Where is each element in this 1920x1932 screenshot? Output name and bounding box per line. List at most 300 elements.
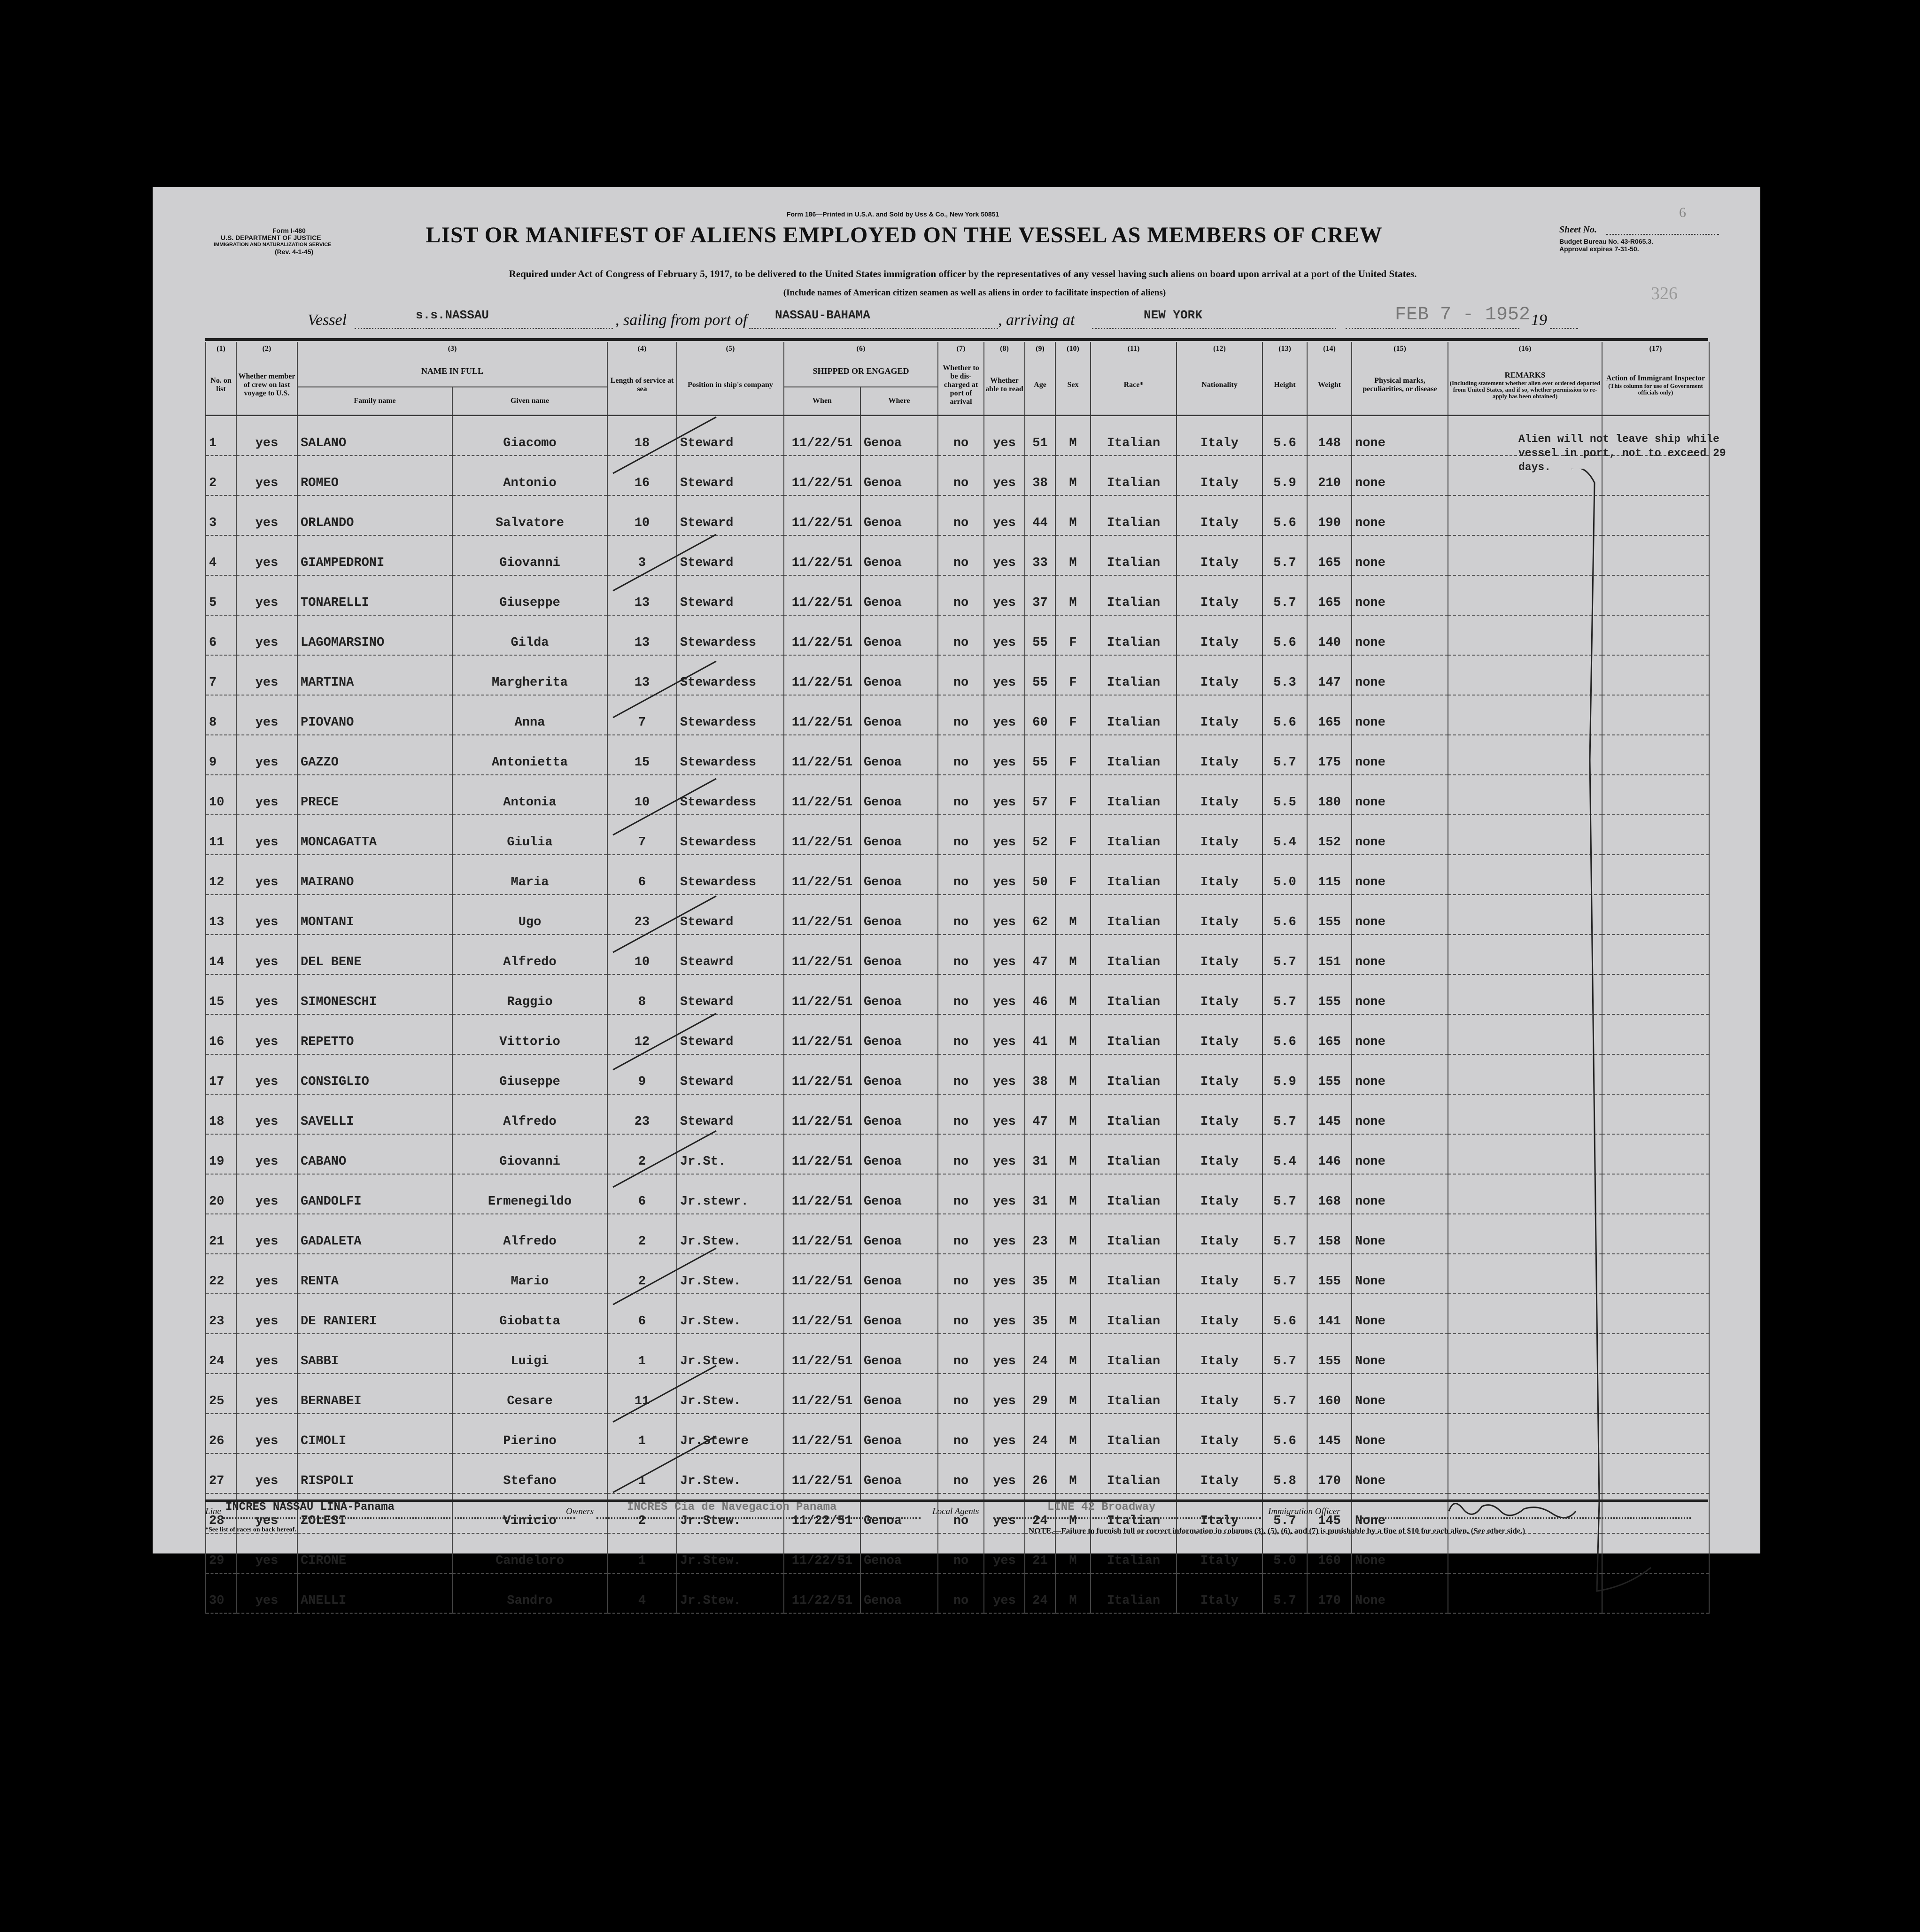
age-cell: 55: [1025, 615, 1055, 655]
physical-marks-cell: none: [1352, 1174, 1448, 1214]
stamp-number: 326: [1651, 284, 1678, 303]
position-cell: Stewardess: [677, 735, 784, 775]
family-name-cell: GIAMPEDRONI: [297, 535, 452, 575]
able-read-cell: yes: [984, 1254, 1025, 1294]
family-name-cell: BERNABEI: [297, 1374, 452, 1414]
weight-cell: 175: [1307, 735, 1352, 775]
position-cell: Steward: [677, 1054, 784, 1094]
family-name-cell: CABANO: [297, 1134, 452, 1174]
service-length-cell: 10: [607, 495, 677, 535]
sex-cell: M: [1055, 495, 1091, 535]
footer-owners-label: Owners: [566, 1507, 594, 1516]
position-cell: Jr.Stew.: [677, 1214, 784, 1254]
header-rule: [205, 338, 1708, 341]
shipped-port-cell: Genoa: [860, 1174, 938, 1214]
nationality-cell: Italy: [1177, 415, 1262, 456]
sex-cell: F: [1055, 815, 1091, 855]
height-cell: 5.0: [1262, 855, 1307, 895]
table-row: [206, 1014, 1709, 1054]
nationality-cell: Italy: [1177, 456, 1262, 495]
able-read-cell: yes: [984, 1014, 1025, 1054]
weight-cell: 115: [1307, 855, 1352, 895]
given-name-cell: Giobatta: [452, 1294, 607, 1334]
shipped-port-cell: Genoa: [860, 1453, 938, 1493]
nationality-cell: Italy: [1177, 1294, 1262, 1334]
nationality-cell: Italy: [1177, 1374, 1262, 1414]
family-name-cell: SABBI: [297, 1334, 452, 1374]
shipped-port-cell: Genoa: [860, 735, 938, 775]
discharged-cell: no: [938, 1533, 984, 1573]
age-cell: 46: [1025, 974, 1055, 1014]
row-number: 6: [206, 615, 236, 655]
service-length-cell: 8: [607, 974, 677, 1014]
service-length-cell: 7: [607, 695, 677, 735]
service-length-cell: 3: [607, 535, 677, 575]
shipped-date-cell: 11/22/51: [784, 775, 860, 815]
age-cell: 57: [1025, 775, 1055, 815]
given-name-cell: Giacomo: [452, 415, 607, 456]
race-cell: Italian: [1091, 935, 1177, 974]
shipped-port-cell: Genoa: [860, 1414, 938, 1453]
shipped-date-cell: 11/22/51: [784, 815, 860, 855]
age-cell: 60: [1025, 695, 1055, 735]
age-cell: 55: [1025, 735, 1055, 775]
col-number-8: (8): [984, 342, 1025, 356]
position-cell: Stewardess: [677, 775, 784, 815]
year-field-line: [1550, 328, 1578, 329]
weight-cell: 152: [1307, 815, 1352, 855]
race-cell: Italian: [1091, 1014, 1177, 1054]
sex-cell: F: [1055, 775, 1091, 815]
sex-cell: M: [1055, 535, 1091, 575]
race-cell: Italian: [1091, 1174, 1177, 1214]
table-row: [206, 974, 1709, 1014]
shipped-date-cell: 11/22/51: [784, 456, 860, 495]
race-cell: Italian: [1091, 735, 1177, 775]
shipped-date-cell: 11/22/51: [784, 1214, 860, 1254]
physical-marks-cell: None: [1352, 1573, 1448, 1613]
race-cell: Italian: [1091, 1214, 1177, 1254]
sex-cell: M: [1055, 575, 1091, 615]
header-able-read: Whether able to read: [984, 356, 1025, 415]
sex-cell: M: [1055, 1294, 1091, 1334]
col-number-4: (4): [607, 342, 677, 356]
service-length-cell: 13: [607, 575, 677, 615]
height-cell: 5.6: [1262, 415, 1307, 456]
race-cell: Italian: [1091, 974, 1177, 1014]
weight-cell: 170: [1307, 1573, 1352, 1613]
discharged-cell: no: [938, 615, 984, 655]
race-cell: Italian: [1091, 815, 1177, 855]
height-cell: 5.7: [1262, 1094, 1307, 1134]
discharged-cell: no: [938, 1493, 984, 1533]
physical-marks-cell: None: [1352, 1214, 1448, 1254]
height-cell: 5.4: [1262, 1134, 1307, 1174]
table-row: [206, 415, 1709, 456]
able-read-cell: yes: [984, 415, 1025, 456]
row-number: 22: [206, 1254, 236, 1294]
age-cell: 50: [1025, 855, 1055, 895]
height-cell: 5.7: [1262, 535, 1307, 575]
service-length-cell: 12: [607, 1014, 677, 1054]
race-cell: Italian: [1091, 575, 1177, 615]
sex-cell: M: [1055, 456, 1091, 495]
family-name-cell: RISPOLI: [297, 1453, 452, 1493]
discharged-cell: no: [938, 1294, 984, 1334]
given-name-cell: Ermenegildo: [452, 1174, 607, 1214]
shipped-date-cell: 11/22/51: [784, 415, 860, 456]
last-voyage-cell: yes: [236, 695, 297, 735]
age-cell: 24: [1025, 1334, 1055, 1374]
age-cell: 35: [1025, 1294, 1055, 1334]
discharged-cell: no: [938, 1414, 984, 1453]
given-name-cell: Salvatore: [452, 495, 607, 535]
shipped-port-cell: Genoa: [860, 495, 938, 535]
given-name-cell: Anna: [452, 695, 607, 735]
nationality-cell: Italy: [1177, 1414, 1262, 1453]
discharged-cell: no: [938, 855, 984, 895]
shipped-port-cell: Genoa: [860, 655, 938, 695]
race-cell: Italian: [1091, 1334, 1177, 1374]
last-voyage-cell: yes: [236, 575, 297, 615]
sex-cell: M: [1055, 1134, 1091, 1174]
able-read-cell: yes: [984, 615, 1025, 655]
weight-cell: 160: [1307, 1374, 1352, 1414]
col-number-12: (12): [1177, 342, 1262, 356]
row-number: 12: [206, 855, 236, 895]
last-voyage-cell: yes: [236, 935, 297, 974]
header-race: Race*: [1091, 356, 1177, 415]
col-number-9: (9): [1025, 342, 1055, 356]
able-read-cell: yes: [984, 815, 1025, 855]
last-voyage-cell: yes: [236, 535, 297, 575]
service-length-cell: 23: [607, 1094, 677, 1134]
race-cell: Italian: [1091, 456, 1177, 495]
header-no-on-list: No. on list: [206, 356, 236, 415]
nationality-cell: Italy: [1177, 535, 1262, 575]
physical-marks-cell: none: [1352, 974, 1448, 1014]
position-cell: Jr.Stew.: [677, 1374, 784, 1414]
position-cell: Steward: [677, 415, 784, 456]
weight-cell: 180: [1307, 775, 1352, 815]
shipped-date-cell: 11/22/51: [784, 1533, 860, 1573]
height-cell: 5.7: [1262, 1573, 1307, 1613]
age-cell: 24: [1025, 1493, 1055, 1533]
discharged-cell: no: [938, 456, 984, 495]
height-cell: 5.4: [1262, 815, 1307, 855]
header-sex: Sex: [1055, 356, 1091, 415]
height-cell: 5.0: [1262, 1533, 1307, 1573]
header-last-voyage: Whether member of crew on last voyage to U.S.: [236, 356, 297, 415]
shipped-port-cell: Genoa: [860, 895, 938, 935]
height-cell: 5.7: [1262, 735, 1307, 775]
row-number: 26: [206, 1414, 236, 1453]
header-family-name: Family name: [297, 387, 452, 415]
position-cell: Jr.Stew.: [677, 1533, 784, 1573]
discharged-cell: no: [938, 655, 984, 695]
date-stamp: FEB 7 - 1952: [1395, 304, 1531, 325]
service-length-cell: 1: [607, 1533, 677, 1573]
discharged-cell: no: [938, 1174, 984, 1214]
race-cell: Italian: [1091, 1294, 1177, 1334]
given-name-cell: Vittorio: [452, 1014, 607, 1054]
last-voyage-cell: yes: [236, 655, 297, 695]
nationality-cell: Italy: [1177, 1014, 1262, 1054]
footer-agents-value: LINE 42 Broadway: [1047, 1501, 1156, 1514]
col-number-2: (2): [236, 342, 297, 356]
table-row: [206, 655, 1709, 695]
discharged-cell: no: [938, 1573, 984, 1613]
age-cell: 37: [1025, 575, 1055, 615]
row-number: 20: [206, 1174, 236, 1214]
physical-marks-cell: none: [1352, 575, 1448, 615]
nationality-cell: Italy: [1177, 775, 1262, 815]
last-voyage-cell: yes: [236, 456, 297, 495]
race-cell: Italian: [1091, 855, 1177, 895]
service-length-cell: 18: [607, 415, 677, 456]
nationality-cell: Italy: [1177, 1493, 1262, 1533]
footer-rule: [205, 1499, 1708, 1502]
table-row: [206, 1054, 1709, 1094]
vessel-field-line: [355, 328, 613, 329]
shipped-date-cell: 11/22/51: [784, 1174, 860, 1214]
footer-owners-value: INCRES Cia de Navegacion Panama: [627, 1501, 837, 1514]
position-cell: Stewardess: [677, 855, 784, 895]
nationality-cell: Italy: [1177, 615, 1262, 655]
able-read-cell: yes: [984, 495, 1025, 535]
row-number: 5: [206, 575, 236, 615]
age-cell: 26: [1025, 1453, 1055, 1493]
discharged-cell: no: [938, 815, 984, 855]
position-cell: Jr.Stew.: [677, 1453, 784, 1493]
row-number: 19: [206, 1134, 236, 1174]
weight-cell: 155: [1307, 974, 1352, 1014]
header-length-service: Length of service at sea: [607, 356, 677, 415]
header-physical: Physical marks, peculiarities, or disease: [1352, 356, 1448, 415]
weight-cell: 151: [1307, 935, 1352, 974]
position-cell: Steward: [677, 974, 784, 1014]
nationality-cell: Italy: [1177, 1573, 1262, 1613]
arrival-field-line: [1092, 328, 1336, 329]
height-cell: 5.7: [1262, 1374, 1307, 1414]
row-number: 4: [206, 535, 236, 575]
discharged-cell: no: [938, 1054, 984, 1094]
table-row: [206, 575, 1709, 615]
shipped-date-cell: 11/22/51: [784, 495, 860, 535]
weight-cell: 155: [1307, 1254, 1352, 1294]
sex-cell: M: [1055, 1094, 1091, 1134]
table-row: [206, 1134, 1709, 1174]
shipped-date-cell: 11/22/51: [784, 1414, 860, 1453]
row-number: 18: [206, 1094, 236, 1134]
weight-cell: 145: [1307, 1414, 1352, 1453]
service-length-cell: 13: [607, 655, 677, 695]
table-row: [206, 1294, 1709, 1334]
header-action: [1602, 356, 1709, 415]
service-length-cell: 23: [607, 895, 677, 935]
last-voyage-cell: yes: [236, 855, 297, 895]
discharged-cell: no: [938, 974, 984, 1014]
sex-cell: M: [1055, 1054, 1091, 1094]
service-length-cell: 7: [607, 815, 677, 855]
family-name-cell: PRECE: [297, 775, 452, 815]
header-weight: Weight: [1307, 356, 1352, 415]
physical-marks-cell: none: [1352, 895, 1448, 935]
physical-marks-cell: none: [1352, 655, 1448, 695]
family-name-cell: MARTINA: [297, 655, 452, 695]
act-statement: Required under Act of Congress of February 5, 1917, to be delivered to the United States immigration officer by the representatives of any vessel having such aliens on board upon arrival at a port of the United States.: [509, 268, 1417, 279]
given-name-cell: Pierino: [452, 1414, 607, 1453]
family-name-cell: ANELLI: [297, 1573, 452, 1613]
race-cell: Italian: [1091, 1453, 1177, 1493]
sex-cell: M: [1055, 1254, 1091, 1294]
physical-marks-cell: none: [1352, 775, 1448, 815]
nationality-cell: Italy: [1177, 1174, 1262, 1214]
last-voyage-cell: yes: [236, 1334, 297, 1374]
last-voyage-cell: yes: [236, 1294, 297, 1334]
position-cell: Steawrd: [677, 935, 784, 974]
service-length-cell: 2: [607, 1214, 677, 1254]
shipped-date-cell: 11/22/51: [784, 935, 860, 974]
discharged-cell: no: [938, 495, 984, 535]
service-length-cell: 2: [607, 1134, 677, 1174]
shipped-port-cell: Genoa: [860, 1334, 938, 1374]
shipped-date-cell: 11/22/51: [784, 1334, 860, 1374]
shipped-date-cell: 11/22/51: [784, 974, 860, 1014]
row-number: 8: [206, 695, 236, 735]
able-read-cell: yes: [984, 1573, 1025, 1613]
header-nationality: Nationality: [1177, 356, 1262, 415]
family-name-cell: PIOVANO: [297, 695, 452, 735]
able-read-cell: yes: [984, 1374, 1025, 1414]
nationality-cell: Italy: [1177, 1094, 1262, 1134]
given-name-cell: Raggio: [452, 974, 607, 1014]
port-field-line: [749, 328, 998, 329]
col-number-5: (5): [677, 342, 784, 356]
able-read-cell: yes: [984, 1134, 1025, 1174]
footer-agents-label: Local Agents: [932, 1507, 979, 1516]
service-length-cell: 1: [607, 1414, 677, 1453]
row-number: 9: [206, 735, 236, 775]
family-name-cell: GADALETA: [297, 1214, 452, 1254]
age-cell: 21: [1025, 1533, 1055, 1573]
age-cell: 35: [1025, 1254, 1055, 1294]
physical-marks-cell: None: [1352, 1414, 1448, 1453]
weight-cell: 147: [1307, 655, 1352, 695]
shipped-port-cell: Genoa: [860, 575, 938, 615]
physical-marks-cell: None: [1352, 1374, 1448, 1414]
header-when: When: [784, 387, 860, 415]
age-cell: 33: [1025, 535, 1055, 575]
physical-marks-cell: None: [1352, 1254, 1448, 1294]
family-name-cell: DEL BENE: [297, 935, 452, 974]
given-name-cell: Stefano: [452, 1453, 607, 1493]
height-cell: 5.9: [1262, 1054, 1307, 1094]
race-cell: Italian: [1091, 895, 1177, 935]
table-row: [206, 1453, 1709, 1493]
shipped-date-cell: 11/22/51: [784, 1094, 860, 1134]
last-voyage-cell: yes: [236, 1493, 297, 1533]
physical-marks-cell: none: [1352, 415, 1448, 456]
position-cell: Stewardess: [677, 815, 784, 855]
department: U.S. DEPARTMENT OF JUSTICE: [221, 234, 321, 241]
given-name-cell: Alfredo: [452, 935, 607, 974]
able-read-cell: yes: [984, 695, 1025, 735]
date-field-line: [1346, 328, 1519, 329]
race-cell: Italian: [1091, 655, 1177, 695]
row-number: 2: [206, 456, 236, 495]
weight-cell: 158: [1307, 1214, 1352, 1254]
approval-expiry: Approval expires 7-31-50.: [1559, 245, 1639, 253]
col-number-11: (11): [1091, 342, 1177, 356]
sex-cell: F: [1055, 735, 1091, 775]
service-length-cell: 2: [607, 1254, 677, 1294]
last-voyage-cell: yes: [236, 615, 297, 655]
nationality-cell: Italy: [1177, 895, 1262, 935]
physical-marks-cell: none: [1352, 1134, 1448, 1174]
shipped-port-cell: Genoa: [860, 1254, 938, 1294]
header-position: Position in ship's company: [677, 356, 784, 415]
discharged-cell: no: [938, 1094, 984, 1134]
sex-cell: M: [1055, 1453, 1091, 1493]
race-cell: Italian: [1091, 615, 1177, 655]
sheet-number-field: [1606, 234, 1719, 235]
age-cell: 31: [1025, 1174, 1055, 1214]
last-voyage-cell: yes: [236, 495, 297, 535]
service-length-cell: 10: [607, 935, 677, 974]
given-name-cell: Giovanni: [452, 535, 607, 575]
service-length-cell: 6: [607, 855, 677, 895]
age-cell: 44: [1025, 495, 1055, 535]
weight-cell: 140: [1307, 615, 1352, 655]
given-name-cell: Cesare: [452, 1374, 607, 1414]
sailing-label: , sailing from port of: [615, 311, 748, 329]
last-voyage-cell: yes: [236, 1174, 297, 1214]
nationality-cell: Italy: [1177, 1254, 1262, 1294]
sex-cell: F: [1055, 695, 1091, 735]
arriving-label: , arriving at: [998, 311, 1075, 329]
service-length-cell: 13: [607, 615, 677, 655]
height-cell: 5.5: [1262, 775, 1307, 815]
table-row: [206, 775, 1709, 815]
nationality-cell: Italy: [1177, 1054, 1262, 1094]
able-read-cell: yes: [984, 775, 1025, 815]
weight-cell: 210: [1307, 456, 1352, 495]
table-row: [206, 1174, 1709, 1214]
height-cell: 5.3: [1262, 655, 1307, 695]
shipped-port-cell: Genoa: [860, 1054, 938, 1094]
given-name-cell: Vinicio: [452, 1493, 607, 1533]
last-voyage-cell: yes: [236, 1214, 297, 1254]
shipped-date-cell: 11/22/51: [784, 1254, 860, 1294]
weight-cell: 190: [1307, 495, 1352, 535]
family-name-cell: CONSIGLIO: [297, 1054, 452, 1094]
shipped-port-cell: Genoa: [860, 1493, 938, 1533]
able-read-cell: yes: [984, 1334, 1025, 1374]
table-row: [206, 695, 1709, 735]
height-cell: 5.7: [1262, 1174, 1307, 1214]
physical-marks-cell: none: [1352, 535, 1448, 575]
height-cell: 5.6: [1262, 1014, 1307, 1054]
service-check-marks: [604, 412, 848, 1511]
footer-line-label: Line: [205, 1507, 221, 1516]
family-name-cell: CIRONE: [297, 1533, 452, 1573]
row-number: 17: [206, 1054, 236, 1094]
able-read-cell: yes: [984, 1174, 1025, 1214]
age-cell: 62: [1025, 895, 1055, 935]
remarks-note: (Including statement whether alien ever ordered deported from United States, and if so, whether permission to re-apply has been obtained): [1449, 379, 1601, 400]
footer-line-value: INCRES NASSAU LINA-Panama: [225, 1501, 395, 1514]
